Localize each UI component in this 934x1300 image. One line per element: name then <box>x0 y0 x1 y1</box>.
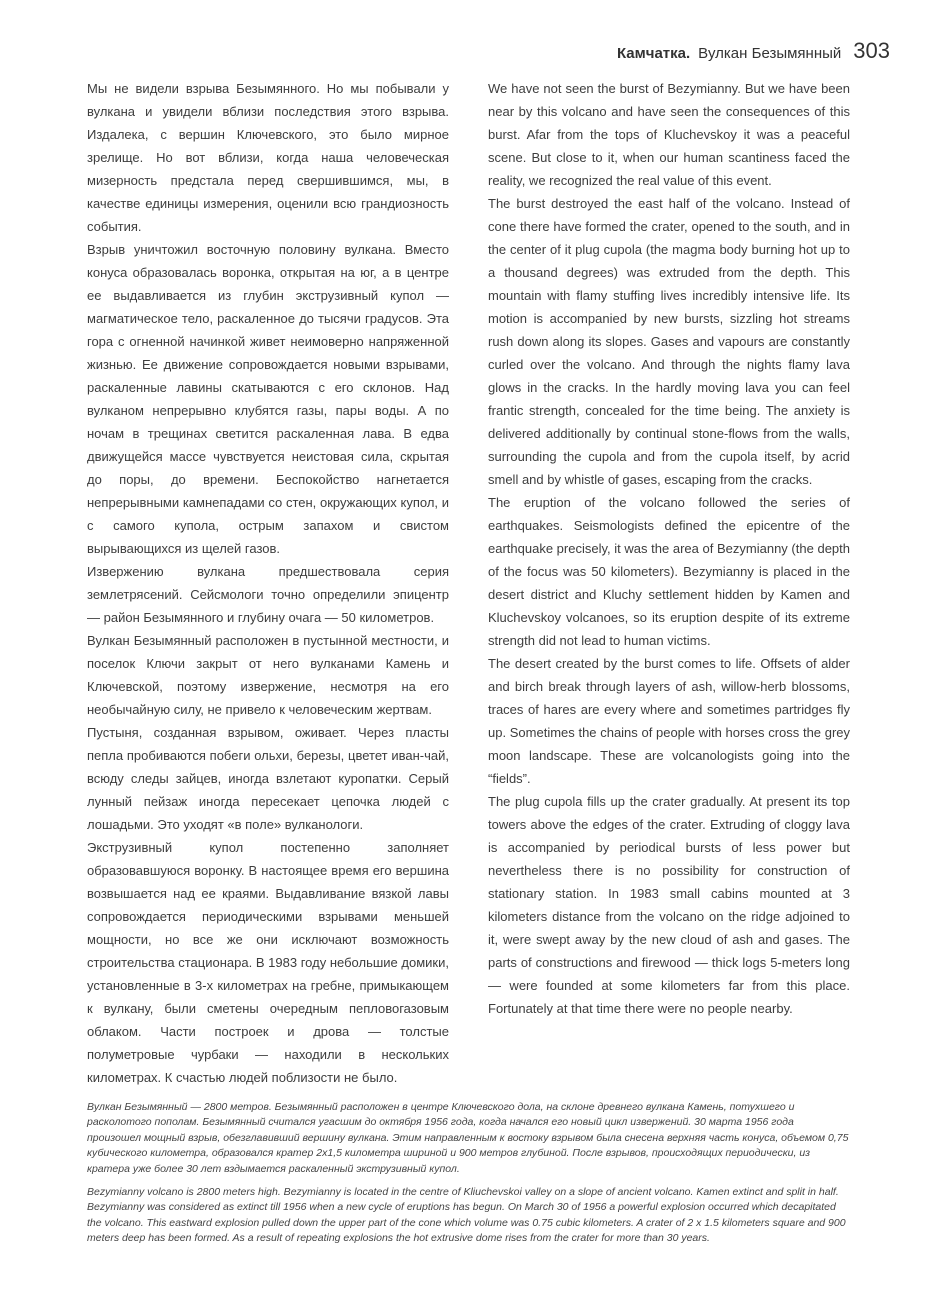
caption-russian: Вулкан Безымянный — 2800 метров. Безымянный расположен в центре Ключевского дола, на склоне древнего вулкана Камень, потухшего и расколотого пополам. Безымянный считался угасшим до октября 1956 года, когда начался его новый цикл извержений. 30 марта 1956 года произошел мощный взрыв, обезглавивший вершину вулкана. Этим направленным к востоку взрывом была снесена верхняя часть конуса, объемом 0,75 кубического километра, образовался кратер 2х1,5 километра шириной и 900 метров глубиной. После взрывов, происходящих периодически, из кратера уже более 30 лет вздымается раскаленный экструзивный купол. <box>87 1100 849 1175</box>
russian-paragraph: Вулкан Безымянный расположен в пустынной местности, и поселок Ключи закрыт от него вулканами Камень и Ключевской, поэтому извержение, несмотря на его необычайную силу, не привело к человеческим жертвам. <box>87 633 449 717</box>
english-paragraph: The eruption of the volcano followed the series of earthquakes. Seismologists defined the epicentre of the earthquake precisely, it was the area of Bezymianny (the depth of the focus was 50 kilometers). Bezymianny is placed in the desert district and Kluchy settlement hidden by Kamen and Kluchevskoy volcanoes, so its eruption despite of its extreme strength did not lead to human victims. <box>488 495 850 648</box>
russian-column <box>87 77 449 1089</box>
russian-paragraph: Извержению вулкана предшествовала серия землетрясений. Сейсмологи точно определили эпицентр — район Безымянного и глубину очага — 50 километров. <box>87 564 449 625</box>
russian-paragraph: Взрыв уничтожил восточную половину вулкана. Вместо конуса образовалась воронка, открытая на юг, а в центре ее выдавливается из глубин экструзивный купол — магматическое тело, раскаленное до тысячи градусов. Эта гора с огненной начинкой живет неимоверно напряженной жизнью. Ее движение сопровождается новыми взрывами, раскаленные лавины скатываются с его склонов. Над вулканом непрерывно клубятся газы, пары воды. А по ночам в трещинах светится раскаленная лава. В едва движущейся массе чувствуется неистовая сила, скрытая до поры, до времени. Беспокойство нагнетается непрерывными камнепадами со стен, окружающих купол, и с самого купола, острым запахом и свистом вырывающихся из щелей газов. <box>87 242 449 556</box>
caption-english: Bezymianny volcano is 2800 meters high. Bezymianny is located in the centre of Kliuchevskoi valley on a slope of ancient volcano. Kamen extinct and split in half. Bezymianny was considered as extinct till 1956 when a new cycle of eruptions has begun. On March 30 of 1956 a powerful explosion occurred which decapitated the volcano. This eastward explosion pulled down the upper part of the cone which volume was 0.75 cubic kilometers. A crater of 2 x 1.5 kilometers square and 900 meters deep has been formed. As a result of repeating explosions the hot extrusive dome rises from the crater for more than 30 years. <box>87 1185 846 1244</box>
english-paragraph: We have not seen the burst of Bezymianny. But we have been near by this volcano and have seen the consequences of this burst. Afar from the tops of Kluchevskoy it was a peaceful scene. But close to it, when our human scantiness faced the reality, we recognized the real value of this event. <box>488 81 850 188</box>
russian-paragraph: Мы не видели взрыва Безымянного. Но мы побывали у вулкана и увидели вблизи последствия этого взрыва. Издалека, с вершин Ключевского, это было мирное зрелище. Но вот вблизи, когда наша человеческая мизерность предстала перед свершившимся, мы, в качестве единицы измерения, оценили всю грандиозность события. <box>87 81 449 234</box>
english-paragraph: The plug cupola fills up the crater gradually. At present its top towers above the edges of the crater. Extruding of cloggy lava is accompanied by periodical bursts of less power but nevertheless there is no possibility for construction of stationary station. In 1983 small cabins mounted at 3 kilometers distance from the volcano on the ridge adjoined to it, were swept away by the new cloud of ash and gases. The parts of constructions and firewood — thick logs 5-meters long — were founded at some kilometers far from this place. Fortunately at that time there were no people nearby. <box>488 794 850 1016</box>
english-column <box>488 77 850 1020</box>
russian-paragraph: Экструзивный купол постепенно заполняет образовавшуюся воронку. В настоящее время его вершина возвышается над ее краями. Выдавливание вязкой лавы сопровождается периодическими взрывами меньшей мощности, но все же они исключают возможность строительства стационара. В 1983 году небольшие домики, установленные в 3-х километрах на гребне, примыкающем к вулкану, были сметены очередным пепловогазовым облаком. Части построек и дрова — толстые полуметровые чурбаки — находили в нескольких километрах. К счастью людей поблизости не было. <box>87 840 449 1085</box>
english-paragraph: The desert created by the burst comes to life. Offsets of alder and birch break through layers of ash, willow-herb blossoms, traces of hares are every where and sometimes partridges fly up. Sometimes the chains of people with horses cross the grey moon landscape. These are volcanologists going into the “fields”. <box>488 656 850 786</box>
english-paragraph: The burst destroyed the east half of the volcano. Instead of cone there have formed the crater, opened to the south, and in the center of it plug cupola (the magma body burning hot up to a thousand degrees) was extruded from the depth. This mountain with flamy stuffing lives incredibly intensive life. Its motion is accompanied by new bursts, sizzling hot streams rush down along its slopes. Gases and vapours are constantly curled over the volcano. And through the nights flamy lava glows in the cracks. In the hardly moving lava you can feel frantic strength, concealed for the time being. The anxiety is delivered additionally by continual stone-flows from the walls, surrounding the cupola and from the cupola itself, by acrid smell and by whistle of gases, escaping from the cracks. <box>488 196 850 487</box>
header-title: Вулкан Безымянный <box>698 45 842 62</box>
header-section: Камчатка. <box>616 45 691 62</box>
russian-paragraph: Пустыня, созданная взрывом, оживает. Через пласты пепла пробиваются побеги ольхи, березы, цветет иван-чай, всюду следы зайцев, иногда взлетают куропатки. Серый лунный пейзаж иногда пересекает цепочка людей с лошадьми. Это уходят «в поле» вулканологи. <box>87 725 449 832</box>
running-header <box>617 38 890 64</box>
page-number: 303 <box>853 38 890 63</box>
